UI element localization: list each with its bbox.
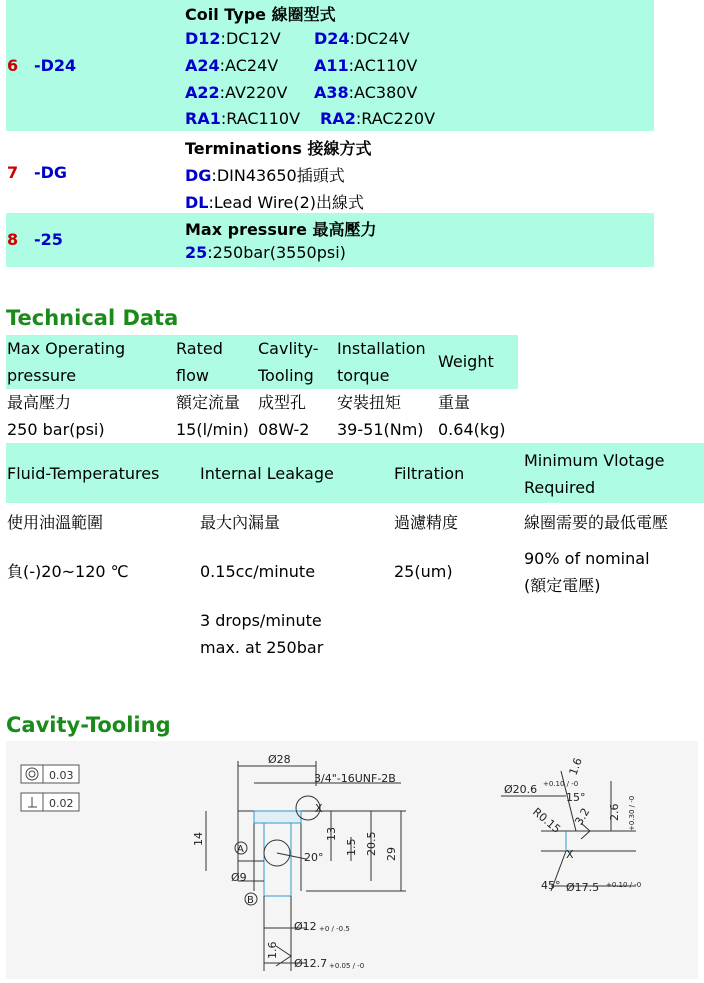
code-key: DL — [185, 193, 209, 212]
tech2-header: Internal Leakage — [200, 464, 334, 483]
option-number: 7 — [7, 163, 19, 182]
tech-value: 0.64(kg) — [438, 420, 506, 439]
tech2-header: Fluid-Temperatures — [7, 464, 160, 483]
dim-label: 14 — [192, 832, 205, 846]
option-line: 25:250bar(3550psi) — [185, 243, 346, 262]
code-key: A24 — [185, 56, 220, 75]
dim-tolerance: +0.05 / -0 — [329, 962, 365, 970]
tech-header: Cavlity- Tooling — [258, 339, 319, 385]
tech-header: Installation torque — [337, 339, 426, 385]
dim-label: 13 — [325, 827, 338, 841]
code-value: DC12V — [225, 29, 281, 48]
option-title: Terminations 接線方式 — [185, 139, 372, 158]
code-key: A22 — [185, 83, 220, 102]
option-code: -DG — [34, 163, 68, 182]
dim-label: Ø17.5 — [566, 881, 600, 894]
dim-label: Ø28 — [268, 753, 291, 766]
code-value: RAC110V — [226, 109, 301, 128]
dim-label: R0.15 — [530, 805, 564, 836]
code-key: RA1 — [185, 109, 221, 128]
code-value: RAC220V — [361, 109, 436, 128]
option-line: A38:AC380V — [314, 83, 418, 102]
tolerance-frame-concentric — [21, 765, 79, 783]
code-key: D12 — [185, 29, 221, 48]
dim-label: 29 — [385, 847, 398, 861]
tech-header: Weight — [438, 352, 494, 371]
option-line: D24:DC24V — [314, 29, 410, 48]
dim-label: Ø12 — [294, 920, 317, 933]
tech2-cn: 使用油溫範圍 — [7, 513, 104, 532]
option-line: DG:DIN43650插頭式 — [185, 166, 345, 185]
option-number: 8 — [7, 230, 19, 249]
option-code: -D24 — [34, 56, 77, 75]
dim-label: 15° — [566, 791, 586, 804]
dim-label: X — [315, 802, 323, 815]
tolerance-value: 0.02 — [49, 797, 74, 810]
tolerance-value: 0.03 — [49, 769, 74, 782]
dim-label: X — [566, 848, 574, 861]
option-line: RA2:RAC220V — [320, 109, 436, 128]
dim-label: 45° — [541, 879, 561, 892]
dim-label: 3/4"-16UNF-2B — [314, 772, 396, 785]
tech-value: 08W-2 — [258, 420, 310, 439]
tech-cn: 最高壓力 — [7, 393, 72, 412]
tech-value: 250 bar(psi) — [7, 420, 105, 439]
cavity-heading: Cavity-Tooling — [6, 713, 171, 737]
code-value: Lead Wire(2)出線式 — [213, 193, 365, 212]
option-number: 6 — [7, 56, 19, 75]
tolerance-frame-perpendicular — [21, 793, 79, 811]
option-line: A24:AC24V — [185, 56, 279, 75]
dim-label: Ø12.7 — [294, 957, 328, 970]
tech2-header: Minimum Vlotage Required — [524, 451, 665, 497]
cavity-right-labels — [504, 756, 641, 894]
dim-label: 1.6 — [566, 756, 585, 778]
option-line: D12:DC12V — [185, 29, 281, 48]
cavity-drawing — [6, 741, 698, 979]
code-key: RA2 — [320, 109, 356, 128]
dim-tolerance: +0.10 / -0 — [606, 881, 642, 889]
tech-cn: 額定流量 — [176, 393, 241, 412]
datum-marker-a — [235, 842, 247, 855]
tech2-value: 0.15cc/minute — [200, 562, 316, 581]
option-title: Max pressure 最高壓力 — [185, 220, 377, 239]
cavity-left-labels — [192, 753, 398, 970]
code-value: 250bar(3550psi) — [212, 243, 346, 262]
code-value: DC24V — [354, 29, 410, 48]
tech2-header: Filtration — [394, 464, 465, 483]
tech2-value: 25(um) — [394, 562, 453, 581]
cavity-left-view — [206, 761, 406, 971]
code-value: AC24V — [225, 56, 279, 75]
tech2-value: 負(-)20~120 ℃ — [7, 562, 129, 581]
datum-marker-b — [245, 893, 257, 906]
dim-label: Ø20.6 — [504, 783, 538, 796]
tech2-cn: 線圈需要的最低電壓 — [524, 513, 669, 532]
option-line: RA1:RAC110V — [185, 109, 301, 128]
option-line: A22:AV220V — [185, 83, 288, 102]
svg-text:A: A — [237, 844, 244, 855]
option-line: DL:Lead Wire(2)出線式 — [185, 193, 365, 212]
code-key: A11 — [314, 56, 349, 75]
tech-cn: 安裝扭矩 — [337, 393, 402, 412]
code-value: AC110V — [354, 56, 418, 75]
option-line: A11:AC110V — [314, 56, 418, 75]
code-key: A38 — [314, 83, 349, 102]
svg-text:B: B — [247, 895, 254, 906]
dim-label: 2.6 — [608, 803, 621, 821]
dim-label: 1.5 — [345, 838, 358, 856]
option-code: -25 — [34, 230, 63, 249]
dim-label: 3.2 — [572, 805, 593, 828]
tech-value: 15(l/min) — [176, 420, 249, 439]
tech2-extra: 3 drops/minute max. at 250bar — [200, 611, 324, 657]
tech-header: Max Operating pressure — [7, 339, 126, 385]
tech-value: 39-51(Nm) — [337, 420, 424, 439]
tech-cn: 重量 — [438, 393, 471, 412]
tech-cn: 成型孔 — [258, 393, 307, 412]
code-key: 25 — [185, 243, 208, 262]
tech-header: Rated flow — [176, 339, 223, 385]
dim-tolerance: +0.10 / -0 — [543, 780, 579, 788]
code-value: DIN43650插頭式 — [216, 166, 345, 185]
option-title: Coil Type 線圈型式 — [185, 5, 336, 24]
dim-tolerance: +0.30 / -0 — [628, 795, 636, 831]
code-value: AC380V — [354, 83, 418, 102]
dim-label: 1.6 — [266, 941, 279, 959]
tech2-value: 90% of nominal (額定電壓) — [524, 549, 650, 595]
code-value: AV220V — [225, 83, 288, 102]
code-key: DG — [185, 166, 212, 185]
technical-heading: Technical Data — [6, 306, 179, 330]
code-key: D24 — [314, 29, 350, 48]
dim-label: 20° — [304, 851, 324, 864]
dim-label: 20.5 — [365, 831, 378, 856]
tech2-cn: 過濾精度 — [394, 513, 459, 532]
tech2-cn: 最大內漏量 — [200, 513, 281, 532]
cavity-drawing-svg — [6, 741, 698, 979]
dim-tolerance: +0 / -0.5 — [319, 925, 350, 933]
dim-label: Ø9 — [231, 871, 247, 884]
